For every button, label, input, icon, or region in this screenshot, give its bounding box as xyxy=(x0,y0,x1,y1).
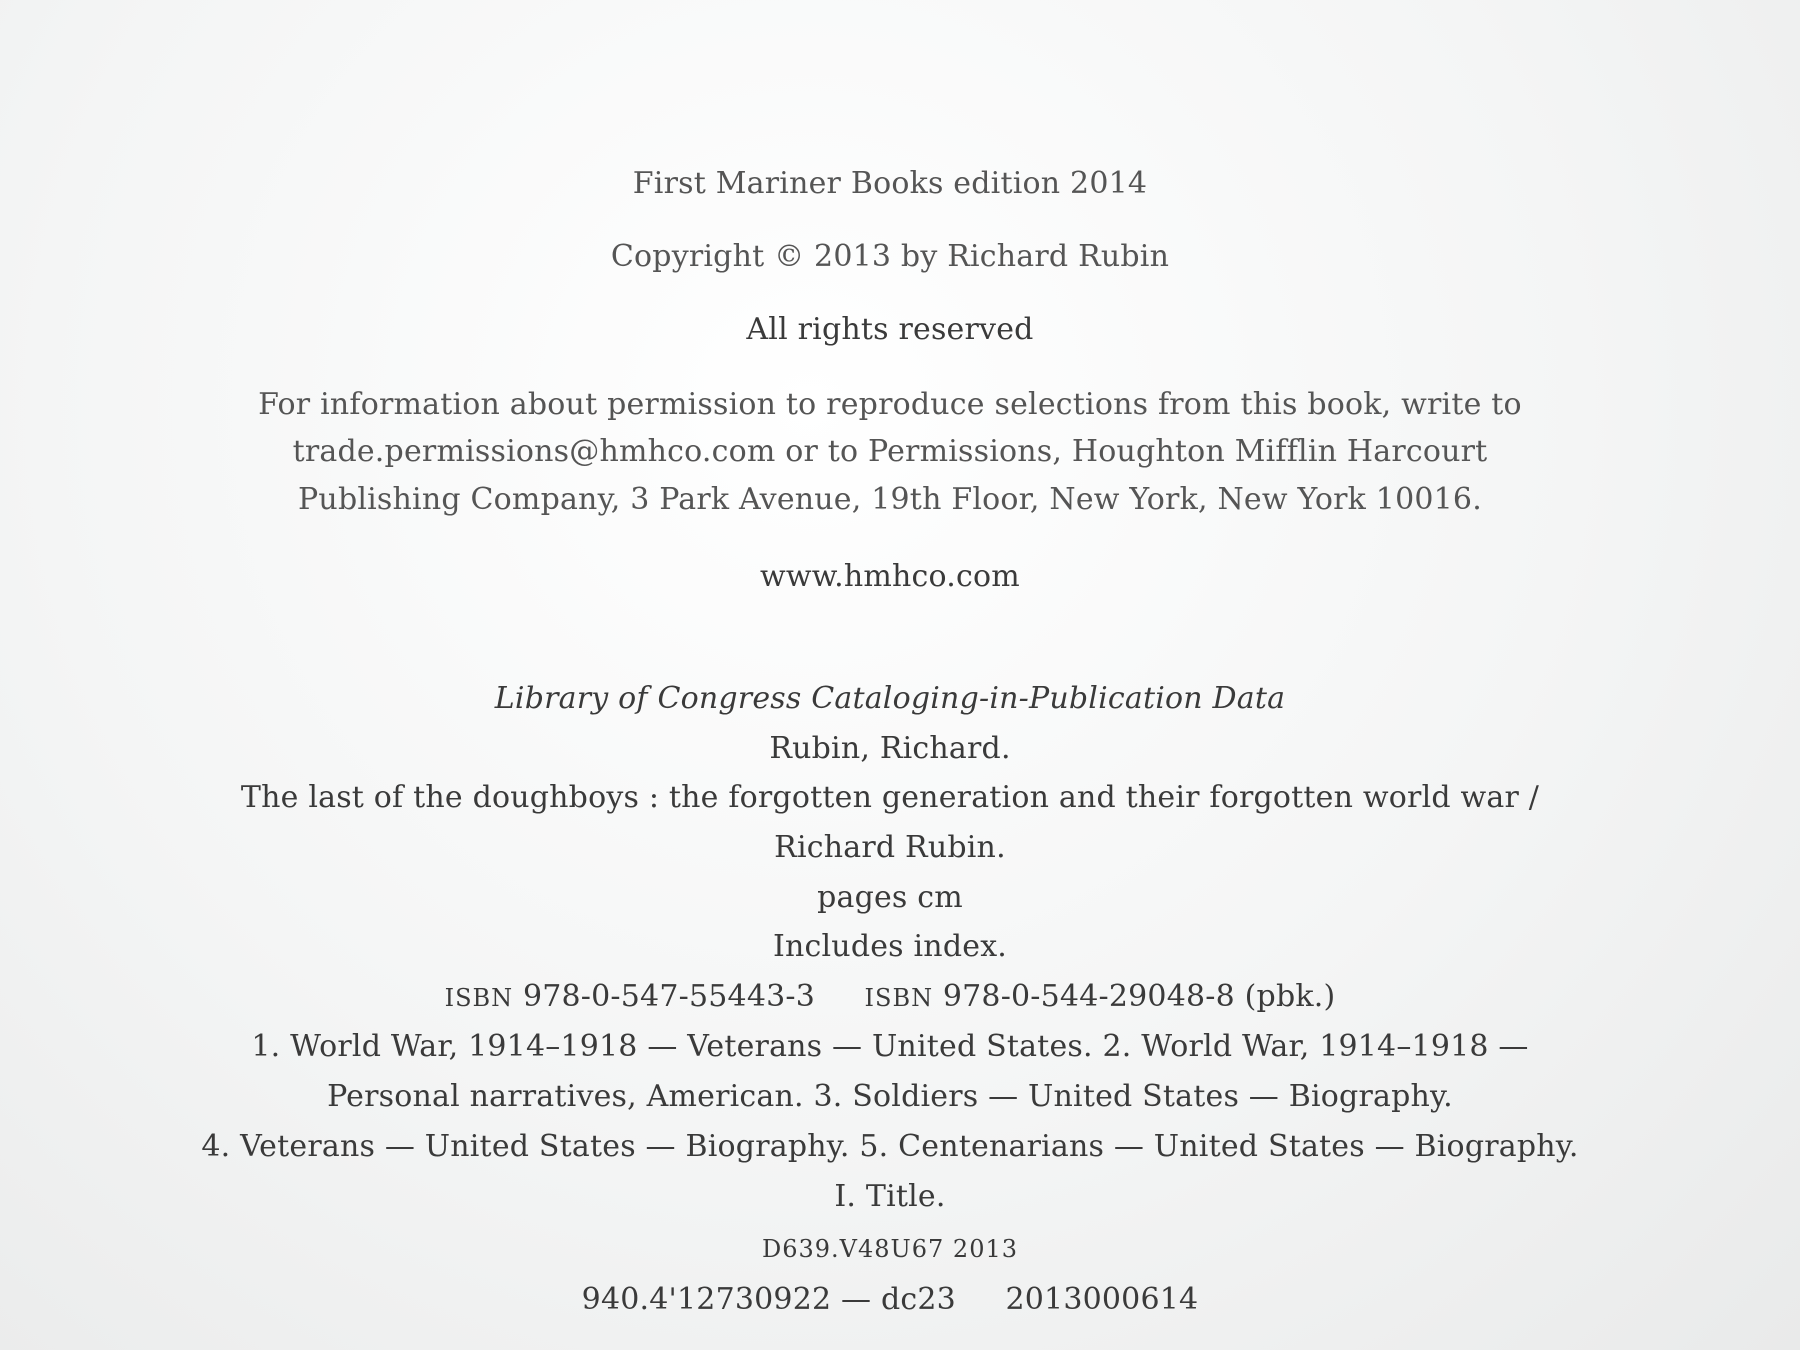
cip-subjects-line-2: Personal narratives, American. 3. Soldiers — United States — Biography. xyxy=(327,1079,1453,1114)
rights-line: All rights reserved xyxy=(746,312,1034,347)
cip-pages: pages cm xyxy=(817,880,963,915)
permissions-line-3: Publishing Company, 3 Park Avenue, 19th Floor, New York, New York 10016. xyxy=(298,482,1482,517)
cip-title-entry: I. Title. xyxy=(834,1179,946,1214)
permissions-line-1: For information about permission to reproduce selections from this book, write to xyxy=(258,387,1522,422)
edition-line: First Mariner Books edition 2014 xyxy=(632,166,1148,201)
cip-isbn-line xyxy=(0,977,1780,1018)
copyright-line: Copyright © 2013 by Richard Rubin xyxy=(610,239,1170,274)
isbn-label-2: ISBN xyxy=(864,984,934,1012)
call-number: D639.V48U67 2013 xyxy=(761,1235,1019,1263)
cip-index: Includes index. xyxy=(772,929,1008,964)
cip-call-number xyxy=(0,1228,1780,1269)
lccn-number: 2013000614 xyxy=(1005,1282,1199,1317)
cip-title-line-1: The last of the doughboys : the forgotten generation and their forgotten world war / xyxy=(240,780,1540,815)
cip-dewey-line xyxy=(0,1280,1780,1320)
cip-title-line-2: Richard Rubin. xyxy=(774,830,1006,865)
cip-subjects-line-3: 4. Veterans — United States — Biography. 5. Centenarians — United States — Biography. xyxy=(201,1129,1579,1164)
website-line: www.hmhco.com xyxy=(760,559,1020,594)
cip-author: Rubin, Richard. xyxy=(769,731,1011,766)
cip-subjects-line-1: 1. World War, 1914–1918 — Veterans — United States. 2. World War, 1914–1918 — xyxy=(251,1029,1529,1064)
permissions-line-2: trade.permissions@hmhco.com or to Permissions, Houghton Mifflin Harcourt xyxy=(292,434,1488,469)
dewey-number: 940.4'12730922 — dc23 xyxy=(581,1282,956,1317)
isbn-1: 978-0-547-55443-3 xyxy=(522,979,816,1014)
isbn-2: 978-0-544-29048-8 (pbk.) xyxy=(942,979,1336,1014)
cip-heading: Library of Congress Cataloging-in-Publication Data xyxy=(494,681,1286,716)
isbn-label-1: ISBN xyxy=(444,984,514,1012)
